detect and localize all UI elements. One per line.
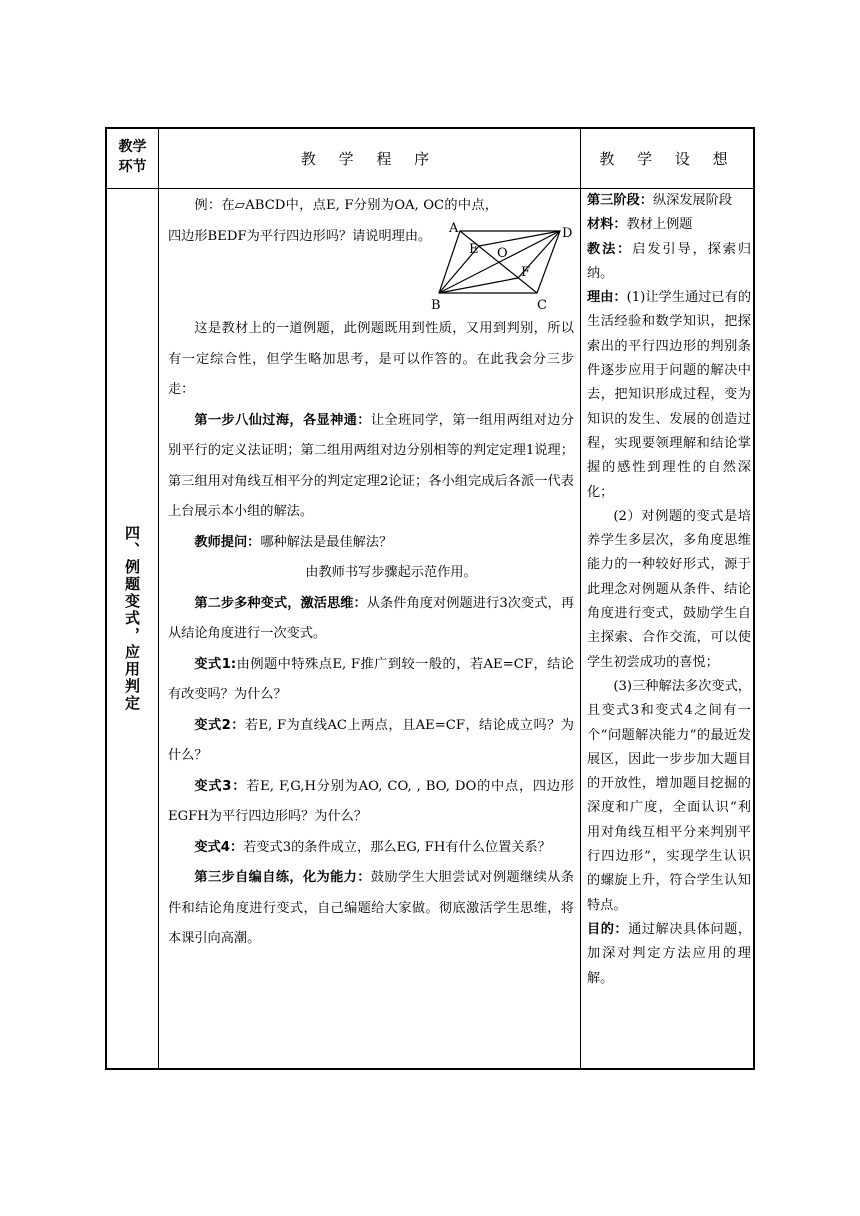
variant4-text: 若变式3的条件成立，那么EG, FH有什么位置关系？: [243, 839, 551, 855]
column-divider: [158, 129, 159, 1068]
step3-title: 第三步自编自练，化为能力：: [194, 870, 371, 885]
variant3-paragraph: [168, 772, 574, 833]
label-e: E: [469, 242, 479, 257]
section-cell: [107, 189, 158, 1070]
variant2-title: 变式2：: [194, 717, 245, 733]
label-d: D: [562, 226, 573, 241]
header-design: 教 学 设 想: [599, 150, 737, 168]
method-title: 教法：: [587, 241, 633, 257]
header-program: 教 学 程 序: [300, 150, 439, 168]
intro-paragraph: 这是教材上的一道例题，此例题既用到性质，又用到判别，所以有一定综合性，但学生略加思考，是可以作答的。在此我会分三步走：: [168, 321, 574, 397]
goal-paragraph: [587, 918, 751, 991]
variant4-title: 变式4：: [194, 839, 244, 855]
label-a: A: [449, 221, 459, 236]
method-line: [587, 238, 751, 287]
variant3-title: 变式3：: [194, 778, 247, 794]
label-b: B: [431, 298, 441, 313]
step2-title: 第二步多种变式，激活思维：: [194, 595, 367, 611]
goal-title: 目的：: [587, 921, 629, 937]
example-paragraph: 例：在▱ABCD中，点E, F分别为OA, OC的中点，四边形BEDF为平行四边形吗？请说明理由。: [168, 198, 498, 244]
section-label: 四、例题变式，应用判定: [123, 524, 141, 712]
goal-text: 通过解决具体问题，加深对判定方法应用的理解。: [587, 921, 752, 986]
material-line: [587, 213, 751, 237]
variant2-text: 若E, F为直线AC上两点，且AE=CF，结论成立吗？为什么？: [168, 717, 574, 763]
step3-text: 鼓励学生大胆尝试对例题继续从条件和结论角度进行变式，自己编题给大家做。彻底激活学生思维，将本课引向高潮。: [168, 870, 575, 946]
method-text: 启发引导，探索归纳。: [587, 241, 752, 281]
question-paragraph: [168, 528, 574, 559]
lesson-table: [105, 127, 755, 1070]
variant1-title: 变式1:: [194, 656, 237, 672]
stage-line: [587, 189, 751, 213]
question-text: 哪种解法是最佳解法？: [260, 534, 393, 550]
column-divider: [580, 129, 581, 1068]
reason-title: 理由：: [587, 290, 627, 306]
variant1-paragraph: [168, 650, 574, 711]
header-section: 教学环节: [118, 139, 147, 175]
variant3-text: 若E, F,G,H分别为AO, CO, , BO, DO的中点，四边形EGFH为平行四边形吗？为什么？: [168, 778, 574, 824]
label-o: O: [497, 246, 508, 261]
stage-text: 纵深发展阶段: [652, 193, 733, 208]
step2-text: 从条件角度对例题进行3次变式，再从结论角度进行一次变式。: [168, 595, 575, 641]
variant1-text: 由例题中特殊点E, F推广到较一般的，若AE=CF，结论有改变吗？为什么？: [168, 656, 574, 702]
step1-paragraph: [168, 406, 574, 528]
variant2-paragraph: [168, 711, 574, 772]
segment-fb: [439, 278, 518, 293]
label-c: C: [537, 298, 547, 313]
step1-title: 第一步八仙过海，各显神通：: [194, 412, 371, 428]
step2-paragraph: [168, 589, 574, 650]
reason-text: (1)让学生通过已有的生活经验和数学知识，把探索出的平行四边形的判别条件逐步应用于问题的解决中去，把知识形成过程，变为知识的发生、发展的创造过程，实现要领理解和结论掌握的感性到理性的自然深化；: [587, 290, 752, 500]
stage-title: 第三阶段：: [587, 193, 653, 208]
question-title: 教师提问：: [194, 534, 261, 550]
reason2-paragraph: (2）对例题的变式是培养学生多层次，多角度思维能力的一种较好形式，源于此理念对例题从条件、结论角度进行变式，鼓励学生自主探索、合作交流，可以使学生初尝成功的喜悦；: [587, 508, 751, 670]
variant4-paragraph: [168, 833, 574, 864]
step1-text: 让全班同学，第一组用两组对边分别平行的定义法证明；第二组用两组对边分别相等的判定定理1说理；第三组用对角线互相平分的判定定理2论证；各小组完成后各派一代表上台展示本小组的解法。: [168, 412, 575, 519]
label-f: F: [521, 265, 531, 280]
material-title: 材料：: [587, 217, 627, 233]
step3-paragraph: [168, 863, 574, 955]
reason-paragraph: [587, 286, 751, 505]
teacher-demo-line: 由教师书写步骤起示范作用。: [305, 565, 477, 580]
reason3-paragraph: (3)三种解法多次变式，且变式3和变式4之间有一个“问题解决能力”的最近发展区，因此一步步加大题目的开放性，增加题目挖掘的深度和广度，全面认识“利用对角线互相平分来判别平行四边形”，实现学生认识的螺旋上升，符合学生认知特点。: [587, 678, 751, 913]
material-text: 教材上例题: [626, 217, 693, 233]
design-column: [587, 189, 751, 991]
parallelogram-figure: [425, 219, 575, 314]
